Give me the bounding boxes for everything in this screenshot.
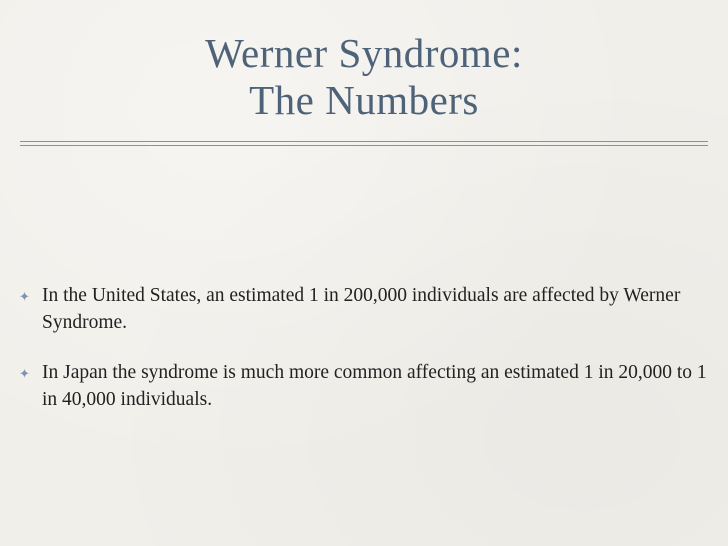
bullet-list [0,282,728,436]
sparkle-star-icon: ✦ [19,366,30,381]
title-divider-bottom [20,145,708,146]
title-divider-top [20,141,708,142]
bullet-item [0,359,728,413]
title-line-1: Werner Syndrome: [205,30,523,76]
slide-title [0,30,728,124]
title-line-2: The Numbers [249,77,479,123]
bullet-text: In the United States, an estimated 1 in 200,000 individuals are affected by Werner Syndrome. [42,285,681,333]
sparkle-star-icon: ✦ [19,289,30,304]
bullet-item [0,282,728,336]
bullet-text: In Japan the syndrome is much more common affecting an estimated 1 in 20,000 to 1 in 40,000 individuals. [42,362,707,410]
